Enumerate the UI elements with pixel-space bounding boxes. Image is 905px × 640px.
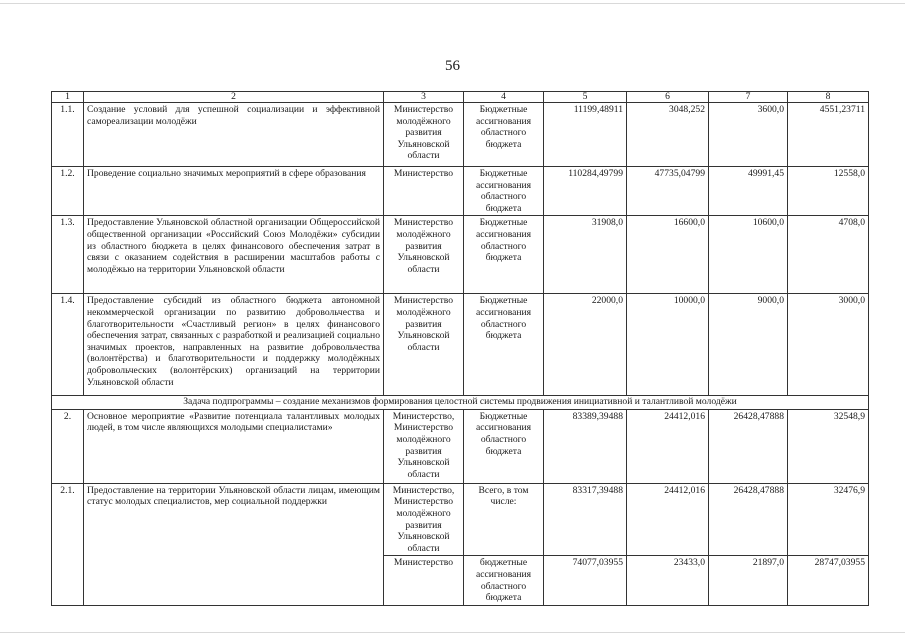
page-number: 56 <box>445 58 460 74</box>
column-number: 7 <box>709 92 788 103</box>
total-value: 11199,48911 <box>544 103 627 167</box>
total-value: 83389,39488 <box>544 409 627 483</box>
funding-source-cell: Бюджетные ассигнования областного бюджета <box>464 294 544 396</box>
funding-source-cell: Всего, в том числе: <box>464 483 544 556</box>
measure-name: Создание условий для успешной социализации и эффективной самореализации молодёжи <box>84 103 384 167</box>
column-number: 1 <box>52 92 84 103</box>
column-number: 5 <box>544 92 627 103</box>
year-1-value: 24412,016 <box>627 483 709 556</box>
measure-name: Проведение социально значимых мероприятий в сфере образования <box>84 167 384 216</box>
measure-name: Основное мероприятие «Развитие потенциала талантливых молодых людей, в том числе являющихся молодыми специалистами» <box>84 409 384 483</box>
table-row <box>52 103 869 167</box>
budget-table <box>51 91 869 606</box>
total-value: 22000,0 <box>544 294 627 396</box>
executor-cell: Министерство молодёжного развития Ульяновской области <box>384 103 464 167</box>
bottom-scan-edge <box>0 632 905 633</box>
year-3-value: 4551,23711 <box>788 103 869 167</box>
year-1-value: 16600,0 <box>627 216 709 294</box>
year-2-value: 9000,0 <box>709 294 788 396</box>
row-code: 2.1. <box>52 483 84 606</box>
year-2-value: 26428,47888 <box>709 409 788 483</box>
subprogram-task: Задача подпрограммы – создание механизмов формирования целостной системы продвижения инициативной и талантливой молодёжи <box>52 396 869 410</box>
year-2-value: 49991,45 <box>709 167 788 216</box>
table-row <box>52 216 869 294</box>
funding-source-cell: Бюджетные ассигнования областного бюджета <box>464 103 544 167</box>
funding-source-cell: бюджетные ассигнования областного бюджета <box>464 556 544 606</box>
year-1-value: 47735,04799 <box>627 167 709 216</box>
year-3-value: 28747,03955 <box>788 556 869 606</box>
total-value: 31908,0 <box>544 216 627 294</box>
executor-cell: Министерство, Министерство молодёжного развития Ульяновской области <box>384 483 464 556</box>
table-row <box>52 483 869 556</box>
row-code: 1.3. <box>52 216 84 294</box>
column-number: 6 <box>627 92 709 103</box>
year-3-value: 12558,0 <box>788 167 869 216</box>
executor-cell: Министерство молодёжного развития Ульяновской области <box>384 216 464 294</box>
year-3-value: 4708,0 <box>788 216 869 294</box>
year-1-value: 10000,0 <box>627 294 709 396</box>
column-number: 8 <box>788 92 869 103</box>
total-value: 74077,03955 <box>544 556 627 606</box>
measure-name: Предоставление субсидий из областного бюджета автономной некоммерческой организации по развитию добровольчества и благотворительности «Счастливый регион» в целях финансового обеспечения затрат, связанных с разработкой и реализацией социально значимых проектов, направленных на развитие добровольчества (волонтёрства) и благотворительности и поддержку молодёжных добровольческих (волонтёрских) организаций на территории Ульяновской области <box>84 294 384 396</box>
year-3-value: 32548,9 <box>788 409 869 483</box>
row-code: 1.4. <box>52 294 84 396</box>
year-2-value: 21897,0 <box>709 556 788 606</box>
executor-cell: Министерство, Министерство молодёжного развития Ульяновской области <box>384 409 464 483</box>
measure-name: Предоставление Ульяновской областной организации Общероссийской общественной организации «Российский Союз Молодёжи» субсидии из областного бюджета в целях финансового обеспечения затрат в связи с оказанием содействия в расширении масштабов работы с молодёжью на территории Ульяновской области <box>84 216 384 294</box>
column-number: 2 <box>84 92 384 103</box>
funding-source-cell: Бюджетные ассигнования областного бюджета <box>464 216 544 294</box>
row-code: 2. <box>52 409 84 483</box>
year-3-value: 32476,9 <box>788 483 869 556</box>
year-3-value: 3000,0 <box>788 294 869 396</box>
total-value: 110284,49799 <box>544 167 627 216</box>
row-code: 1.2. <box>52 167 84 216</box>
table-row <box>52 167 869 216</box>
year-2-value: 10600,0 <box>709 216 788 294</box>
column-number-row <box>52 92 869 103</box>
table-row <box>52 294 869 396</box>
executor-cell: Министерство <box>384 556 464 606</box>
year-1-value: 24412,016 <box>627 409 709 483</box>
year-1-value: 23433,0 <box>627 556 709 606</box>
table-row <box>52 409 869 483</box>
measure-name: Предоставление на территории Ульяновской области лицам, имеющим статус молодых специалистов, мер социальной поддержки <box>84 483 384 606</box>
year-2-value: 3600,0 <box>709 103 788 167</box>
top-scan-edge <box>0 3 905 4</box>
task-row <box>52 396 869 410</box>
executor-cell: Министерство <box>384 167 464 216</box>
year-1-value: 3048,252 <box>627 103 709 167</box>
executor-cell: Министерство молодёжного развития Ульяновской области <box>384 294 464 396</box>
year-2-value: 26428,47888 <box>709 483 788 556</box>
funding-source-cell: Бюджетные ассигнования областного бюджета <box>464 409 544 483</box>
row-code: 1.1. <box>52 103 84 167</box>
column-number: 3 <box>384 92 464 103</box>
column-number: 4 <box>464 92 544 103</box>
funding-source-cell: Бюджетные ассигнования областного бюджета <box>464 167 544 216</box>
total-value: 83317,39488 <box>544 483 627 556</box>
